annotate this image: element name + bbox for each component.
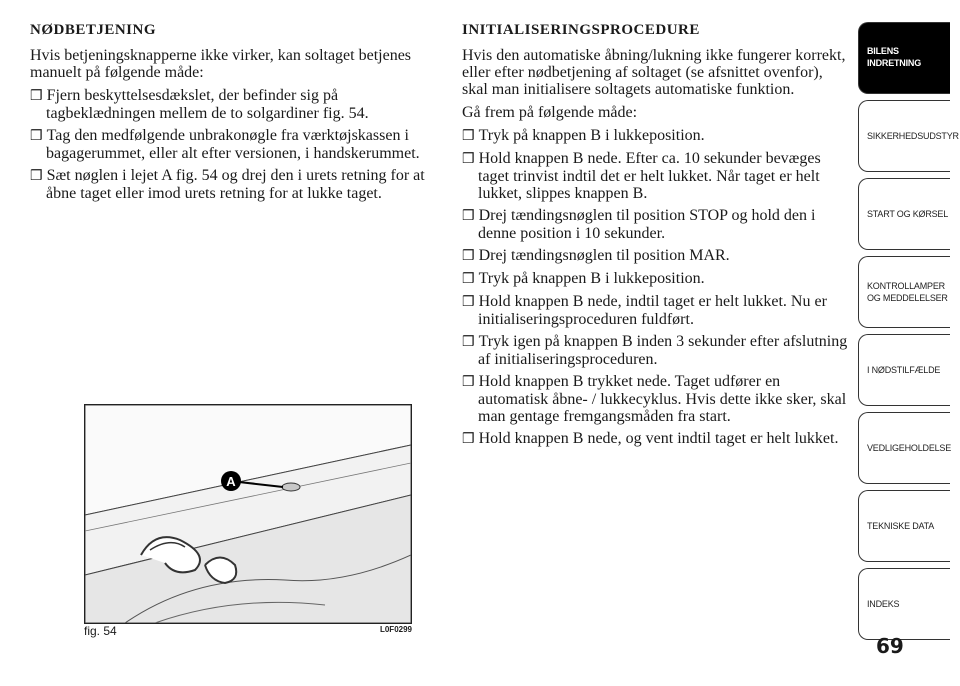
step-list — [30, 87, 442, 202]
list-item: ❒ Hold knappen B nede, og vent indtil taget er helt lukket. — [462, 430, 839, 447]
list-item: ❒ Hold knappen B nede. Efter ca. 10 sekunder bevæges taget trinvist indtil det er helt lukket. Når taget er helt lukket, slippes knappen B. — [462, 150, 821, 202]
list-item: ❒ Sæt nøglen i lejet A fig. 54 og drej den i urets retning for at åbne taget eller imod urets retning for at lukke taget. — [30, 167, 425, 202]
checkbox-icon: ❒ — [462, 295, 475, 310]
section-heading-initialization: INITIALISERINGSPROCEDURE — [462, 22, 700, 38]
caption-text: fig. 54 — [84, 624, 117, 638]
list-item: ❒ Tryk på knappen B i lukkeposition. — [462, 270, 705, 287]
figure-caption — [84, 624, 412, 638]
figure-sunroof-illustration — [84, 404, 412, 624]
chapter-tabs — [858, 22, 959, 646]
intro-text: Hvis den automatiske åbning/lukning ikke fungerer korrekt, eller efter nødbetjening af soltaget (se afsnittet ovenfor), skal man initialisere soltagets automatiske funktion. — [462, 47, 846, 98]
intro-text-2: Gå frem på følgende måde: — [462, 104, 638, 121]
tab-start-og-korsel[interactable]: START OG KØRSEL — [858, 178, 950, 250]
checkbox-icon: ❒ — [462, 335, 475, 350]
tab-vedligeholdelse[interactable]: VEDLIGEHOLDELSE — [858, 412, 950, 484]
list-item: ❒ Drej tændingsnøglen til position STOP og hold den i denne position i 10 sekunder. — [462, 207, 816, 242]
figure-label-a: A — [226, 474, 236, 489]
checkbox-icon: ❒ — [462, 209, 475, 224]
page-number: 69 — [876, 634, 904, 658]
tab-indeks[interactable]: INDEKS — [858, 568, 950, 640]
list-item: ❒ Hold knappen B nede, indtil taget er helt lukket. Nu er initialiseringsproceduren fuldført. — [462, 293, 827, 328]
list-item: ❒ Tryk på knappen B i lukkeposition. — [462, 127, 705, 144]
right-column — [462, 22, 850, 453]
list-item: ❒ Tryk igen på knappen B inden 3 sekunder efter afslutning af initialiseringsproceduren. — [462, 333, 848, 368]
left-column — [30, 22, 442, 207]
checkbox-icon: ❒ — [30, 169, 43, 184]
tab-tekniske-data[interactable]: TEKNISKE DATA — [858, 490, 950, 562]
checkbox-icon: ❒ — [462, 249, 475, 264]
checkbox-icon: ❒ — [462, 152, 475, 167]
step-list — [462, 127, 850, 448]
intro-text: Hvis betjeningsknapperne ikke virker, kan soltaget betjenes manuelt på følgende måde: — [30, 47, 412, 81]
section-heading-emergency: NØDBETJENING — [30, 22, 157, 38]
checkbox-icon: ❒ — [462, 432, 475, 447]
checkbox-icon: ❒ — [462, 375, 475, 390]
tab-i-nodstilfaelde[interactable]: I NØDSTILFÆLDE — [858, 334, 950, 406]
figure-code: L0F0299 — [379, 625, 412, 634]
checkbox-icon: ❒ — [462, 129, 475, 144]
checkbox-icon: ❒ — [30, 129, 43, 144]
tab-sikkerhedsudstyr[interactable]: SIKKERHEDSUDSTYR — [858, 100, 950, 172]
list-item: ❒ Drej tændingsnøglen til position MAR. — [462, 247, 730, 264]
list-item: ❒ Fjern beskyttelsesdækslet, der befinder sig på tagbeklædningen mellem de to solgardiner fig. 54. — [30, 87, 369, 122]
tab-bilens-indretning[interactable]: BILENS INDRETNING — [858, 22, 950, 94]
list-item: ❒ Tag den medfølgende unbrakonøgle fra værktøjskassen i bagagerummet, eller alt efter versionen, i handskerummet. — [30, 127, 420, 162]
checkbox-icon: ❒ — [462, 272, 475, 287]
checkbox-icon: ❒ — [30, 89, 43, 104]
list-item: ❒ Hold knappen B trykket nede. Taget udfører en automatisk åbne- / lukkecyklus. Hvis dette ikke sker, skal man gentage fremgangsmåden fra start. — [462, 373, 847, 425]
tab-kontrollamper[interactable]: KONTROLLAMPER OG MEDDELELSER — [858, 256, 950, 328]
